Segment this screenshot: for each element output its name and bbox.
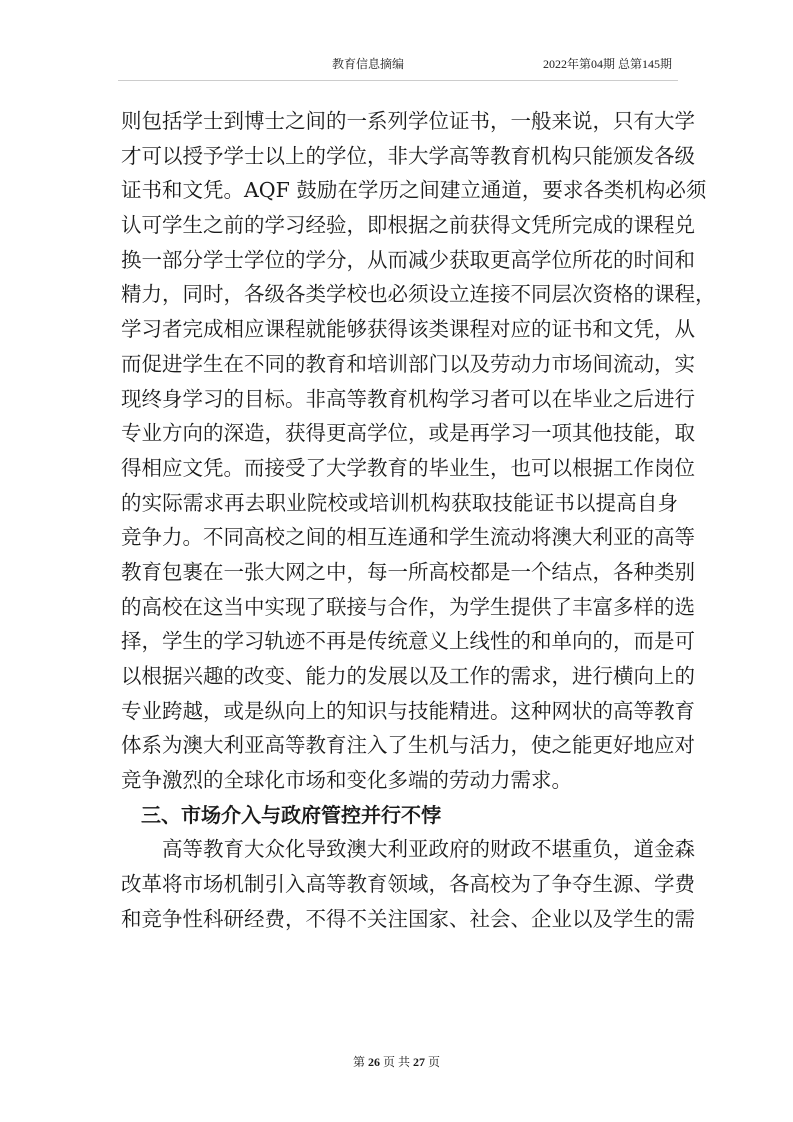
body-line: 证书和文凭。AQF 鼓励在学历之间建立通道，要求各类机构必须 (121, 178, 707, 203)
body-line: 而促进学生在不同的教育和培训部门以及劳动力市场间流动，实 (121, 351, 695, 376)
body-line: 体系为澳大利亚高等教育注入了生机与活力，使之能更好地应对 (121, 733, 695, 758)
body-line: 以根据兴趣的改变、能力的发展以及工作的需求，进行横向上的 (121, 664, 695, 688)
body-line: 才可以授予学士以上的学位，非大学高等教育机构只能颁发各级 (121, 143, 695, 168)
body-line: 精力，同时，各级各类学校也必须设立连接不同层次资格的课程， (121, 282, 716, 307)
body-line: 专业方向的深造，获得更高学位，或是再学习一项其他技能，取 (121, 421, 695, 446)
body-line: 的实际需求再去职业院校或培训机构获取技能证书以提高自身 (121, 490, 678, 515)
page-footer (0, 1052, 793, 1072)
section-heading: 三、市场介入与政府管控并行不悖 (141, 802, 441, 827)
body-line: 高等教育大众化导致澳大利亚政府的财政不堪重负，道金森 (162, 837, 695, 862)
body-line: 专业跨越，或是纵向上的知识与技能精进。这种网状的高等教育 (121, 698, 695, 723)
footer-label-page: 第 (352, 1055, 365, 1069)
body-line: 教育包裹在一张大网之中，每一所高校都是一个结点，各种类别 (121, 559, 695, 584)
header-divider (118, 80, 678, 81)
body-line: 现终身学习的目标。非高等教育机构学习者可以在毕业之后进行 (121, 386, 695, 411)
current-page-number: 26 (367, 1055, 380, 1069)
issue-number: 2022年第04期 总第145期 (542, 57, 672, 71)
body-line: 换一部分学士学位的学分，从而减少获取更高学位所花的时间和 (121, 247, 695, 272)
body-line: 和竞争性科研经费，不得不关注国家、社会、企业以及学生的需 (121, 906, 695, 931)
body-line: 竞争激烈的全球化市场和变化多端的劳动力需求。 (121, 768, 572, 793)
total-pages-number: 27 (413, 1055, 425, 1069)
document-body (121, 104, 716, 937)
body-line: 则包括学士到博士之间的一系列学位证书，一般来说，只有大学 (121, 109, 695, 133)
body-line: 得相应文凭。而接受了大学教育的毕业生，也可以根据工作岗位 (121, 455, 695, 480)
footer-label-of: 页 共 (382, 1055, 410, 1069)
body-line: 改革将市场机制引入高等教育领域，各高校为了争夺生源、学费 (121, 872, 695, 897)
footer-label-pages: 页 (428, 1055, 441, 1069)
body-line: 认可学生之前的学习经验，即根据之前获得文凭所完成的课程兑 (121, 213, 695, 238)
body-line: 学习者完成相应课程就能够获得该类课程对应的证书和文凭，从 (121, 317, 695, 342)
page-header (332, 54, 672, 74)
body-line: 的高校在这当中实现了联接与合作，为学生提供了丰富多样的选 (121, 594, 695, 619)
body-line: 竞争力。不同高校之间的相互连通和学生流动将澳大利亚的高等 (121, 525, 695, 550)
publication-title: 教育信息摘编 (332, 57, 405, 71)
body-line: 择，学生的学习轨迹不再是传统意义上线性的和单向的，而是可 (121, 629, 695, 654)
